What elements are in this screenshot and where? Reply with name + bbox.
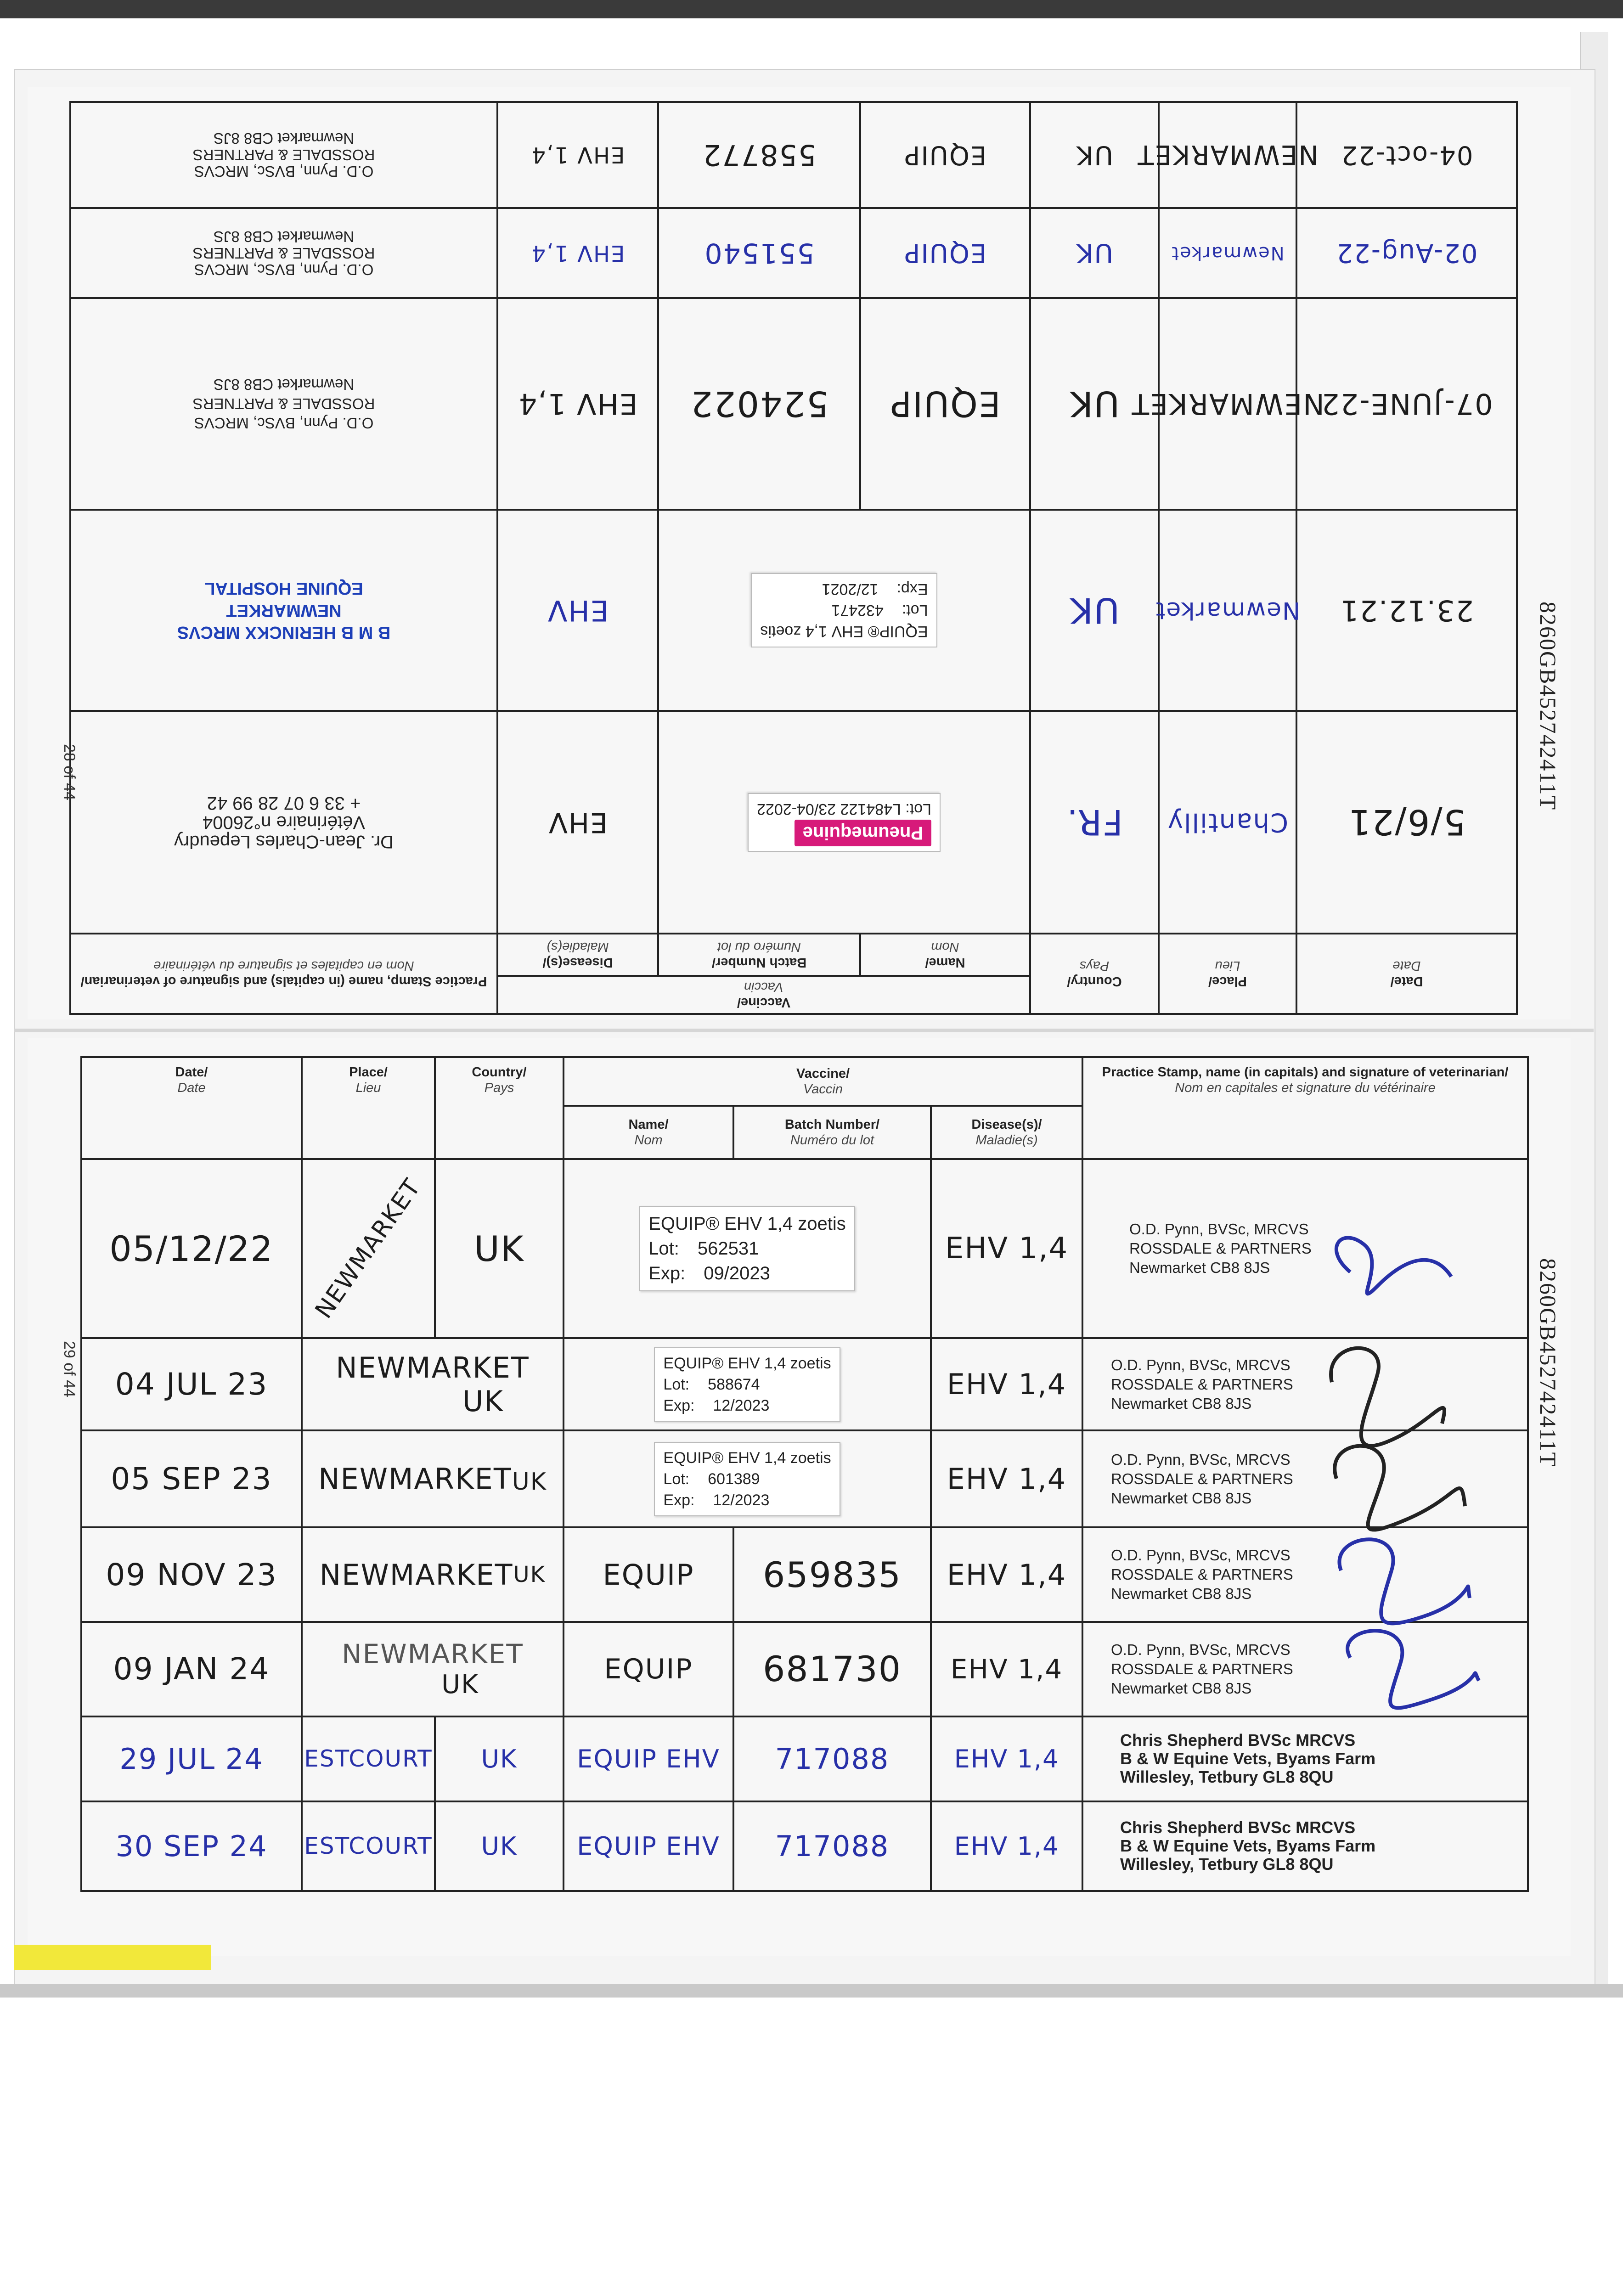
row-country: UK (1069, 383, 1120, 424)
row-country: UK (1069, 590, 1120, 631)
equip-label: EQUIP® EHV 1,4 zoetis Lot: 588674 Exp: 12/2023 (564, 1339, 930, 1429)
scan-border-top (0, 0, 1623, 18)
place-country (303, 1638, 563, 1699)
row-disease: EHV 1,4 (518, 387, 638, 421)
yellow-tab (14, 1945, 211, 1970)
table-row (81, 1801, 1528, 1891)
row-disease: EHV 1,4 (530, 240, 625, 266)
row-name: EQUIP (903, 238, 987, 268)
header-name: Name/ Nom (860, 934, 1030, 976)
vet-stamp: Chris Shepherd BVSc MRCVS B & W Equine Vets, Byams Farm Willesley, Tetbury GL8 8QU (1120, 1818, 1376, 1874)
table-row (70, 298, 1517, 510)
row-country: UK (513, 1562, 546, 1588)
vet-stamp: O.D. Pynn, BVSc, MRCVS ROSSDALE & PARTNERS Newmarket CB8 8JS (192, 376, 375, 432)
header-disease: Disease(s)/ Maladie(s) (497, 934, 658, 976)
table-row (81, 1430, 1528, 1527)
row-disease: EHV 1,4 (947, 1367, 1067, 1401)
signature-stroke (1335, 1446, 1465, 1530)
signature-stroke (1339, 1539, 1470, 1623)
row-disease: EHV 1,4 (947, 1462, 1067, 1496)
vet-stamp: Chris Shepherd BVSc MRCVS B & W Equine Vets, Byams Farm Willesley, Tetbury GL8 8QU (1120, 1731, 1376, 1787)
header-batch: Batch Number/ Numéro du lot (658, 934, 860, 976)
row-place: NEWMARKET (1131, 387, 1324, 421)
row-batch: 659835 (762, 1554, 902, 1595)
row-date: 09 JAN 24 (113, 1651, 270, 1687)
row-date: 05 SEP 23 (111, 1461, 272, 1497)
row-batch: 558772 (702, 138, 817, 172)
row-date: 05/12/22 (109, 1228, 274, 1269)
row-country: UK (512, 1468, 547, 1496)
row-disease: EHV 1,4 (530, 142, 625, 168)
row-place: NEWMARKET (310, 1173, 427, 1324)
equip-label: EQUIP® EHV 1,4 zoetis Lot: 562531 Exp: 09/2023 (564, 1160, 930, 1338)
table-row (81, 1338, 1528, 1430)
vet-stamp: O.D. Pynn, BVSc, MRCVS ROSSDALE & PARTNERS Newmarket CB8 8JS (1111, 1547, 1293, 1603)
row-country: FR. (1066, 802, 1123, 843)
vet-stamp: O.D. Pynn, BVSc, MRCVS ROSSDALE & PARTNERS Newmarket CB8 8JS (1129, 1221, 1312, 1277)
row-date: 30 SEP 24 (115, 1829, 268, 1863)
row-name: EQUIP EHV (577, 1831, 720, 1861)
header-vaccine: Vaccine/ Vaccin (497, 976, 1030, 1014)
page-number-29: 29 of 44 (61, 1341, 78, 1397)
row-country: UK (441, 1670, 479, 1700)
place-country (303, 1462, 563, 1496)
equip-label: EQUIP® EHV 1,4 zoetis Lot: 601389 Exp: 12/2023 (564, 1431, 930, 1526)
row-disease: EHV 1,4 (947, 1558, 1067, 1592)
row-date: 04 JUL 23 (115, 1367, 268, 1402)
place-country (303, 1351, 563, 1418)
batch-label-text: Lot: L484122 23/04-2022 (757, 800, 932, 818)
row-place: Chantilly (1167, 807, 1289, 838)
header-batch: Batch Number/ Numéro du lot (733, 1106, 931, 1159)
header-practice: Practice Stamp, name (in capitals) and signature of veterinarian/ Nom en capitales et signature du vétérinaire (70, 934, 497, 1014)
row-batch: 551540 (704, 236, 815, 269)
row-date: 5/6/21 (1347, 802, 1466, 843)
row-name: EQUIP (890, 383, 1001, 424)
signature-stroke (1331, 1348, 1444, 1446)
header-place: Place/ Lieu (302, 1057, 435, 1159)
row-disease: EHV 1,4 (954, 1831, 1059, 1861)
row-disease: EHV (547, 593, 609, 627)
row-country: UK (481, 1831, 518, 1861)
header-date: Date/ Date (1296, 934, 1517, 1014)
row-place: Newmarket (1155, 597, 1300, 625)
row-batch: 717088 (775, 1742, 890, 1776)
row-batch: 524022 (689, 383, 829, 424)
header-place: Place/ Lieu (1159, 934, 1296, 1014)
signature-stroke (1347, 1631, 1479, 1708)
header-date: Date/ Date (81, 1057, 302, 1159)
vaccination-table-page-29 (80, 1056, 1529, 1892)
vet-stamp: O.D. Pynn, BVSc, MRCVS ROSSDALE & PARTNERS Newmarket CB8 8JS (1111, 1451, 1293, 1507)
row-disease: EHV 1,4 (950, 1653, 1063, 1685)
equip-label: EQUIP® EHV 1,4 zoetis Lot: 432471 Exp: 12/2021 (659, 511, 1029, 710)
row-country: UK (462, 1384, 504, 1418)
row-place: NEWMARKET (318, 1462, 512, 1496)
table-row (70, 510, 1517, 711)
header-disease: Disease(s)/ Maladie(s) (931, 1106, 1082, 1159)
row-country: UK (1076, 140, 1113, 170)
row-disease: EHV 1,4 (945, 1232, 1069, 1266)
passport-serial-top: 8260GB452742411T (1535, 602, 1561, 811)
header-country: Country/ Pays (435, 1057, 564, 1159)
table-row (70, 711, 1517, 933)
scan-background (0, 1998, 1623, 2296)
pneumequine-brand: Pneumequine (795, 820, 931, 846)
row-place: Newmarket (1171, 242, 1285, 264)
header-vaccine: Vaccine/ Vaccin (564, 1057, 1082, 1106)
signature-scribbles (1313, 1221, 1506, 1773)
row-date: 04-oct-22 (1340, 140, 1473, 170)
row-name: EQUIP (903, 140, 987, 170)
row-disease: EHV 1,4 (954, 1744, 1059, 1773)
table-row (81, 1716, 1528, 1801)
row-date: 07-JUNE-22 (1320, 387, 1493, 421)
table-row (81, 1159, 1528, 1339)
page-28 (28, 87, 1571, 1019)
pneumequine-label (659, 712, 1029, 932)
row-name: EQUIP (604, 1653, 693, 1685)
row-place: NEWMARKET (1137, 139, 1319, 171)
vaccination-table-page-28 (69, 101, 1518, 1015)
header-name: Name/ Nom (564, 1106, 733, 1159)
table-row (81, 1622, 1528, 1716)
row-batch: 717088 (775, 1829, 890, 1863)
passport-serial-bottom: 8260GB452742411T (1535, 1258, 1561, 1468)
row-country: UK (481, 1744, 518, 1773)
table-row (81, 1527, 1528, 1622)
row-place: NEWMARKET (336, 1351, 530, 1384)
signature-stroke (1336, 1238, 1451, 1294)
page-29 (28, 1038, 1571, 1956)
vet-stamp: O.D. Pynn, BVSc, MRCVS ROSSDALE & PARTNERS Newmarket CB8 8JS (1111, 1641, 1293, 1697)
book-spine (14, 1029, 1594, 1032)
row-batch: 681730 (762, 1649, 902, 1690)
place-country (303, 1558, 563, 1592)
header-country: Country/ Pays (1030, 934, 1159, 1014)
row-country: UK (1076, 238, 1113, 268)
vet-stamp: O.D. Pynn, BVSc, MRCVS ROSSDALE & PARTNERS Newmarket CB8 8JS (1111, 1356, 1293, 1412)
vet-stamp: B M B HERINCKX MRCVS NEWMARKET EQUINE HOSPITAL (177, 579, 391, 642)
vet-stamp: O.D. Pynn, BVSc, MRCVS ROSSDALE & PARTNERS Newmarket CB8 8JS (192, 228, 375, 278)
page-number-28: 28 of 44 (61, 744, 78, 800)
row-date: 23.12.21 (1339, 593, 1474, 627)
row-name: EQUIP EHV (577, 1744, 720, 1773)
row-place: ESTCOURT (304, 1833, 433, 1860)
row-disease: EHV (547, 806, 608, 838)
row-date: 02-Aug-22 (1336, 238, 1478, 268)
header-practice: Practice Stamp, name (in capitals) and signature of veterinarian/ Nom en capitales et signature du vétérinaire (1082, 1057, 1528, 1159)
row-country: UK (474, 1228, 524, 1269)
row-place: NEWMARKET (342, 1638, 524, 1670)
table-row (70, 102, 1517, 208)
row-place: ESTCOURT (304, 1745, 433, 1773)
row-place: NEWMARKET (319, 1558, 513, 1592)
vet-stamp: O.D. Pynn, BVSc, MRCVS ROSSDALE & PARTNERS Newmarket CB8 8JS (192, 130, 375, 180)
row-date: 09 NOV 23 (106, 1557, 277, 1593)
row-name: EQUIP (603, 1558, 694, 1592)
table-row (70, 208, 1517, 298)
page-28-rotated (28, 87, 1571, 1019)
vet-stamp: Dr. Jean-Charles Lepeudry Vétérinaire n°26004 + 33 6 07 28 99 42 (174, 793, 394, 852)
row-date: 29 JUL 24 (119, 1742, 264, 1776)
